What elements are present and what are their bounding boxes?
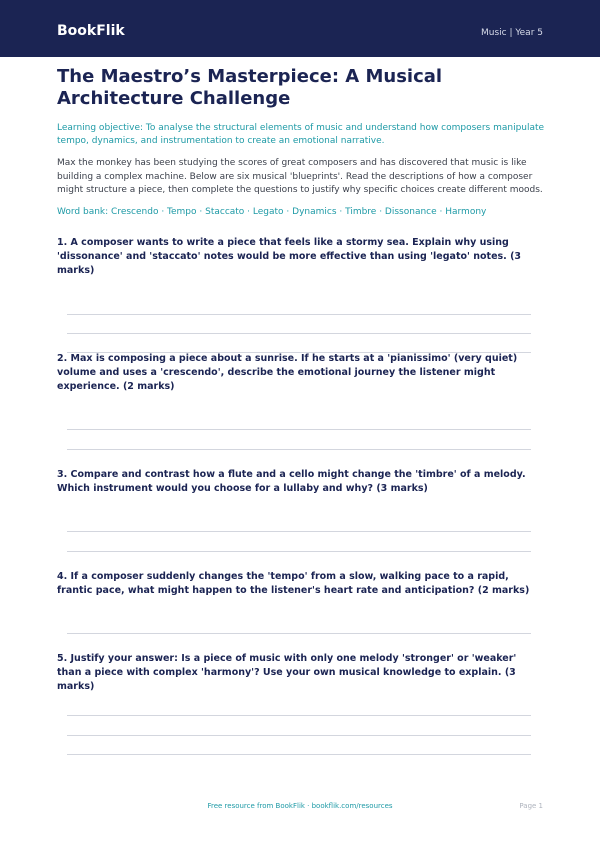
answer-line[interactable] bbox=[67, 531, 531, 532]
answer-line[interactable] bbox=[67, 551, 531, 552]
answer-line[interactable] bbox=[67, 333, 531, 334]
word-bank: Word bank: Crescendo · Tempo · Staccato · Legato · Dynamics · Timbre · Dissonance · Harmony bbox=[57, 207, 487, 217]
answer-line[interactable] bbox=[67, 314, 531, 315]
answer-line[interactable] bbox=[67, 715, 531, 716]
intro-paragraph: Max the monkey has been studying the scores of great composers and has discovered that music is like building a complex machine. Below are six musical 'blueprints'. Read the descriptions of how a composer might structure a piece, then complete the questions to justify why specific choices create different moods. bbox=[57, 158, 543, 195]
answer-line[interactable] bbox=[67, 449, 531, 450]
answer-line[interactable] bbox=[67, 429, 531, 430]
question-5: 5. Justify your answer: Is a piece of music with only one melody 'stronger' or 'weaker' than a piece with complex 'harmony'? Use your own musical knowledge to explain. (3 marks) bbox=[57, 653, 517, 692]
footer-credit: Free resource from BookFlik · bookflik.com/resources bbox=[207, 802, 393, 810]
question-2: 2. Max is composing a piece about a sunrise. If he starts at a 'pianissimo' (very quiet) volume and uses a 'crescendo', describe the emotional journey the listener might experience. (2 marks) bbox=[57, 353, 518, 392]
page-number: Page 1 bbox=[519, 802, 543, 810]
question-3: 3. Compare and contrast how a flute and a cello might change the 'timbre' of a melody. Which instrument would you choose for a lullaby and why? (3 marks) bbox=[57, 469, 526, 494]
brand-logo-text: BookFlik bbox=[57, 23, 125, 39]
question-4: 4. If a composer suddenly changes the 'tempo' from a slow, walking pace to a rapid, frantic pace, what might happen to the listener's heart rate and anticipation? (2 marks) bbox=[57, 571, 530, 596]
subject-year-label: Music | Year 5 bbox=[480, 28, 543, 38]
page-title: The Maestro’s Masterpiece: A Musical Architecture Challenge bbox=[57, 66, 443, 109]
answer-line[interactable] bbox=[67, 633, 531, 634]
answer-line[interactable] bbox=[67, 735, 531, 736]
header-bar bbox=[0, 0, 600, 57]
question-1: 1. A composer wants to write a piece that feels like a stormy sea. Explain why using 'dissonance' and 'staccato' notes would be more effective than using 'legato' notes. (3 marks) bbox=[57, 237, 522, 276]
learning-objective: Learning objective: To analyse the structural elements of music and understand how composers manipulate tempo, dynamics, and instrumentation to create an emotional narrative. bbox=[57, 123, 545, 146]
answer-line[interactable] bbox=[67, 754, 531, 755]
